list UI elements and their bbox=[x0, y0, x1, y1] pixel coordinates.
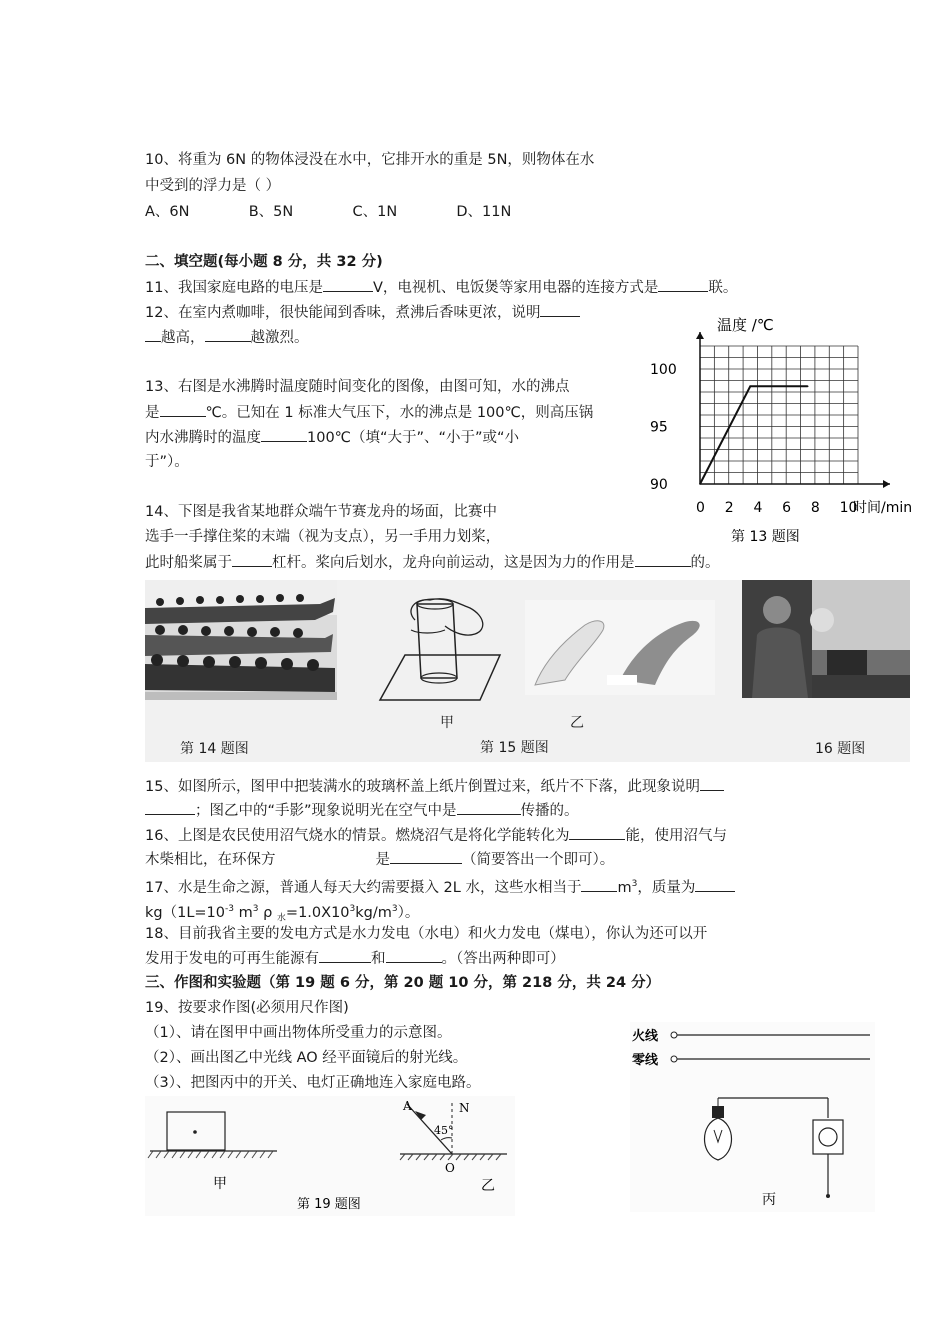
angle-label: 45° bbox=[434, 1124, 454, 1137]
q10-options bbox=[145, 202, 511, 222]
q17-sub-1: 水 bbox=[276, 913, 286, 924]
q16-text-c: 木柴相比，在环保方 bbox=[145, 852, 276, 868]
q13-blank-2 bbox=[261, 427, 307, 442]
figure-15-label-yi: 乙 bbox=[570, 715, 584, 731]
normal-n-label: N bbox=[459, 1101, 470, 1115]
chart-y-axis-label: 温度 /℃ bbox=[717, 316, 774, 334]
q17-text-h: kg/m bbox=[355, 904, 392, 921]
q14-blank-1 bbox=[232, 552, 272, 567]
q17-sup-4: 3 bbox=[349, 904, 356, 914]
figure-14-caption: 第 14 题图 bbox=[180, 741, 249, 757]
figure-19-label-yi: 乙 bbox=[481, 1178, 495, 1194]
q11-blank-1 bbox=[323, 277, 373, 292]
q10-option-b: B、5N bbox=[248, 204, 294, 220]
q13-text-d: 100℃（填“大于”、“小于”或“小 bbox=[307, 430, 520, 446]
q15-line2 bbox=[145, 800, 579, 821]
q15-blank-1a bbox=[700, 776, 724, 791]
x-tick-label: 4 bbox=[753, 500, 763, 516]
q12-blank-1a bbox=[540, 302, 580, 317]
q13-line2 bbox=[145, 402, 593, 423]
q13-text-a: 是 bbox=[145, 405, 160, 421]
figure-16-caption: 16 题图 bbox=[815, 741, 866, 757]
q14-line1: 14、下图是我省某地群众端午节赛龙舟的场面，比赛中 bbox=[145, 504, 497, 520]
hand-shadow-photo bbox=[525, 600, 715, 695]
inverted-glass-drawing bbox=[375, 590, 515, 705]
q13-blank-1 bbox=[160, 402, 206, 417]
q17-text-e: m bbox=[234, 904, 253, 921]
q15-blank-2 bbox=[457, 800, 521, 815]
q18-line1: 18、目前我省主要的发电方式是水力发电（水电）和火力发电（煤电），你认为还可以开 bbox=[145, 926, 708, 942]
q14-line2: 选手一手撑住桨的末端（视为支点），另一手用力划桨， bbox=[145, 529, 501, 545]
figure-19-label-jia: 甲 bbox=[213, 1176, 227, 1192]
q12-line1 bbox=[145, 302, 580, 323]
section2-heading: 二、填空题(每小题 8 分，共 32 分) bbox=[145, 254, 383, 270]
q18-line2 bbox=[145, 948, 565, 969]
q13-line4: 于”）。 bbox=[145, 454, 189, 470]
q15-text-b: ；图乙中的“手影”现象说明光在空气中是 bbox=[195, 803, 457, 819]
q19-item-3: （3）、把图丙中的开关、电灯正确地连入家庭电路。 bbox=[145, 1075, 481, 1091]
live-wire-label: 火线 bbox=[632, 1029, 659, 1044]
q18-blank-2 bbox=[386, 948, 442, 963]
temperature-series-line bbox=[700, 386, 808, 484]
q14-text-c: 的。 bbox=[690, 555, 720, 571]
q10-option-c: C、1N bbox=[352, 204, 398, 220]
q17-text-g: =1.0X10 bbox=[285, 904, 350, 921]
q12-blank-2 bbox=[205, 327, 251, 342]
section3-heading: 三、作图和实验题（第 19 题 6 分，第 20 题 10 分，第 218 分，共 24 分） bbox=[145, 975, 661, 991]
chart-axes bbox=[696, 332, 890, 488]
q17-sup-5: 3 bbox=[391, 904, 398, 914]
q17-line1 bbox=[145, 874, 735, 898]
q17-text-b: m bbox=[617, 879, 632, 896]
q11-text-c: 联。 bbox=[708, 280, 738, 296]
q15-text-c: 传播的。 bbox=[520, 803, 579, 819]
q14-text-b: 杠杆。桨向后划水，龙舟向前运动，这是因为力的作用是 bbox=[272, 555, 635, 571]
q17-sup-2: -3 bbox=[225, 904, 234, 914]
data-point bbox=[749, 385, 751, 387]
x-axis-arrow bbox=[883, 480, 890, 488]
q10-line2: 中受到的浮力是（ ） bbox=[145, 178, 281, 194]
q17-sup-3: 3 bbox=[252, 904, 259, 914]
q10-option-a: A、6N bbox=[145, 204, 190, 220]
q12-line2 bbox=[145, 327, 309, 348]
x-tick-label: 2 bbox=[724, 500, 734, 516]
q17-blank-2 bbox=[695, 877, 735, 892]
q16-blank-2 bbox=[390, 849, 462, 864]
y-axis-arrow bbox=[696, 332, 704, 339]
q16-text-e: （简要答出一个即可）。 bbox=[462, 852, 615, 868]
q18-blank-1 bbox=[319, 948, 371, 963]
q10-option-d: D、11N bbox=[456, 204, 512, 220]
x-tick-label: 8 bbox=[810, 500, 820, 516]
q11-blank-2 bbox=[658, 277, 708, 292]
q12-text-a: 12、在室内煮咖啡，很快能闻到香味，煮沸后香味更浓，说明 bbox=[145, 305, 541, 321]
chart-grid bbox=[700, 346, 858, 484]
q17-text-a: 17、水是生命之源，普通人每天大约需要摄入 2L 水，这些水相当于 bbox=[145, 879, 582, 896]
x-tick-label: 0 bbox=[696, 500, 705, 516]
q14-blank-2 bbox=[635, 552, 691, 567]
figure-19-bing-circuit bbox=[630, 1022, 875, 1212]
q14-text-a: 此时船桨属于 bbox=[145, 555, 232, 571]
q13-text-b: ℃。已知在 1 标准大气压下，水的沸点是 100℃，则高压锅 bbox=[205, 405, 594, 421]
q19-item-1: （1）、请在图甲中画出物体所受重力的示意图。 bbox=[145, 1025, 452, 1041]
q12-text-c: 越激烈。 bbox=[250, 330, 309, 346]
neutral-wire-label: 零线 bbox=[632, 1053, 659, 1068]
y-tick-label: 100 bbox=[650, 362, 677, 378]
dragon-boat-photo bbox=[145, 580, 337, 700]
x-tick-label: 6 bbox=[782, 500, 792, 516]
figure-19-jia-yi bbox=[145, 1096, 515, 1216]
q12-blank-1b bbox=[145, 327, 161, 342]
q16-text-a: 16、上图是农民使用沼气烧水的情景。燃烧沼气是将化学能转化为 bbox=[145, 828, 570, 844]
biogas-cooking-photo bbox=[742, 580, 910, 698]
point-a-label: A bbox=[403, 1099, 412, 1113]
figure-13-caption: 第 13 题图 bbox=[731, 529, 800, 545]
q19-item-2: （2）、画出图乙中光线 AO 经平面镜后的射光线。 bbox=[145, 1050, 468, 1066]
figure-19-caption: 第 19 题图 bbox=[297, 1197, 361, 1212]
y-tick-label: 90 bbox=[650, 477, 668, 493]
q17-blank-1 bbox=[581, 877, 617, 892]
data-point bbox=[807, 385, 809, 387]
boiling-temperature-chart bbox=[645, 312, 915, 547]
q16-blank-1 bbox=[569, 825, 625, 840]
q17-sup-1: 3 bbox=[631, 879, 638, 889]
q18-text-a: 发用于发电的可再生能源有 bbox=[145, 951, 319, 967]
q10-line1: 10、将重为 6N 的物体浸没在水中，它排开水的重是 5N，则物体在水 bbox=[145, 152, 595, 168]
q15-text-a: 15、如图所示，图甲中把装满水的玻璃杯盖上纸片倒置过来，纸片不下落，此现象说明 bbox=[145, 779, 700, 795]
q18-text-b: 和 bbox=[371, 951, 386, 967]
chart-x-axis-label: 时间/min bbox=[853, 500, 913, 516]
figure-15-label-jia: 甲 bbox=[440, 715, 454, 731]
q13-line1: 13、右图是水沸腾时温度随时间变化的图像，由图可知，水的沸点 bbox=[145, 379, 570, 395]
q11-text-a: 11、我国家庭电路的电压是 bbox=[145, 280, 323, 296]
data-point bbox=[699, 483, 701, 485]
q14-line3 bbox=[145, 552, 720, 573]
q11-text-b: V，电视机、电饭煲等家用电器的连接方式是 bbox=[372, 280, 659, 296]
q17-text-c: ，质量为 bbox=[637, 879, 696, 896]
x-tick-label: 10 bbox=[839, 500, 858, 516]
q18-text-c: 。（答出两种即可） bbox=[441, 951, 565, 967]
q16-text-b: 能，使用沼气与 bbox=[625, 828, 727, 844]
q17-text-f: ρ bbox=[258, 904, 277, 921]
q16-line2 bbox=[145, 849, 614, 870]
q17-text-i: ）。 bbox=[397, 904, 420, 921]
q16-text-d: 是 bbox=[375, 852, 390, 868]
q15-blank-1b bbox=[145, 800, 195, 815]
q13-text-c: 内水沸腾时的温度 bbox=[145, 430, 261, 446]
y-tick-label: 95 bbox=[650, 419, 668, 436]
q16-line1 bbox=[145, 825, 727, 846]
q19-intro: 19、按要求作图(必须用尺作图) bbox=[145, 1000, 349, 1016]
point-o-label: O bbox=[445, 1161, 455, 1175]
q13-line3 bbox=[145, 427, 519, 448]
figure-15-caption: 第 15 题图 bbox=[480, 740, 549, 756]
q11 bbox=[145, 277, 737, 298]
q12-text-b: 越高， bbox=[161, 330, 205, 346]
chart-series bbox=[699, 385, 808, 484]
chart-ticks bbox=[650, 362, 857, 516]
figure-19-label-bing: 丙 bbox=[762, 1192, 776, 1208]
q17-text-d: kg（1L=10 bbox=[145, 904, 226, 921]
q15-line1 bbox=[145, 776, 724, 797]
